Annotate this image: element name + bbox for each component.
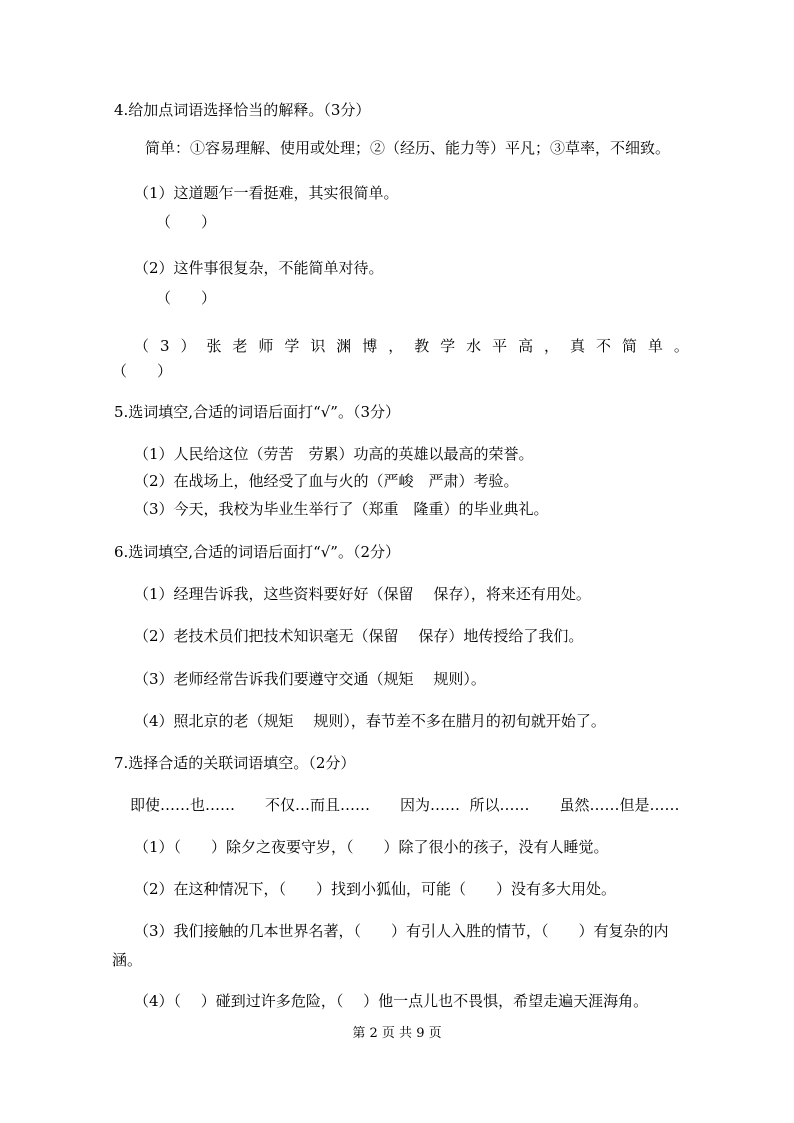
- q6-item-1: （1）经理告诉我，这些资料要好好（保留 保存），将来还有用处。: [134, 585, 591, 603]
- q4-item-2: （2）这件事很复杂，不能简单对待。: [134, 259, 384, 277]
- page-footer: 第 2 页 共 9 页: [352, 1026, 442, 1041]
- q4-item-2-blank: （ ）: [156, 289, 217, 307]
- q7-item-4: （4）（ ）碰到过许多危险，（ ）他一点儿也不畏惧，希望走遍天涯海角。: [134, 992, 649, 1010]
- q4-item-1: （1）这道题乍一看挺难，其实很简单。: [134, 184, 399, 202]
- q4-item-3-char: 高: [518, 337, 534, 355]
- q4-item-3-char: 渊: [336, 337, 352, 355]
- q4-item-3-char: 识: [310, 337, 326, 355]
- q4-item-3-char: 真: [570, 337, 586, 355]
- q5-title: 5.选词填空,合适的词语后面打“√”。（3分）: [114, 403, 401, 421]
- q6-item-3: （3）老师经常告诉我们要遵守交通（规矩 规则）。: [134, 670, 486, 688]
- q4-item-3-blank: （ ）: [112, 362, 173, 380]
- q4-item-3-char: 3: [159, 337, 170, 355]
- q4-item-3-char: 博: [362, 337, 378, 355]
- q4-item-3: [134, 337, 689, 355]
- q4-item-3-char: 。: [673, 337, 689, 355]
- q5-item-2: （2）在战场上，他经受了血与火的（严峻 严肃）考验。: [134, 472, 519, 490]
- q4-item-3-char: 不: [595, 337, 611, 355]
- q6-item-4: （4）照北京的老（规矩 规则），春节差不多在腊月的初旬就开始了。: [134, 712, 606, 730]
- q4-item-3-char: 简: [621, 337, 637, 355]
- q6-item-2: （2）老技术员们把技术知识毫无（保留 保存）地传授给了我们。: [134, 627, 584, 645]
- q7-item-3-cont: 涵。: [112, 951, 143, 969]
- q4-title: 4.给加点词语选择恰当的解释。（3分）: [114, 101, 371, 119]
- q4-item-3-char: 张: [206, 337, 222, 355]
- q5-item-1: （1）人民给这位（劳苦 劳累）功高的英雄以最高的荣誉。: [134, 445, 534, 463]
- q4-item-3-char: 教: [414, 337, 430, 355]
- q4-item-3-char: （: [134, 337, 150, 355]
- q7-item-3: （3）我们接触的几本世界名著，（ ）有引人入胜的情节，（ ）有复杂的内: [134, 922, 669, 940]
- q4-item-3-char: 学: [284, 337, 300, 355]
- q4-item-1-blank: （ ）: [156, 213, 217, 231]
- q7-item-2: （2）在这种情况下，（ ）找到小狐仙，可能（ ）没有多大用处。: [134, 880, 617, 898]
- q4-item-3-char: ）: [180, 337, 196, 355]
- q7-item-1: （1）（ ）除夕之夜要守岁，（ ）除了很小的孩子，没有人睡觉。: [134, 838, 609, 856]
- q4-item-3-char: 师: [258, 337, 274, 355]
- q4-definition: 简单：①容易理解、使用或处理；②（经历、能力等）平凡；③草率，不细致。: [145, 139, 671, 157]
- q4-item-3-char: 老: [232, 337, 248, 355]
- q4-item-3-char: ，: [388, 337, 404, 355]
- q4-item-3-char: 水: [466, 337, 482, 355]
- q7-title: 7.选择合适的关联词语填空。（2分）: [114, 754, 356, 772]
- q4-item-3-char: 平: [492, 337, 508, 355]
- q4-item-3-char: 学: [440, 337, 456, 355]
- q4-item-3-char: ，: [544, 337, 560, 355]
- q5-item-3: （3）今天，我校为毕业生举行了（郑重 隆重）的毕业典礼。: [134, 500, 549, 518]
- q6-title: 6.选词填空,合适的词语后面打“√”。（2分）: [114, 543, 401, 561]
- q7-options: 即使……也…… 不仅…而且…… 因为…… 所以…… 虽然……但是……: [130, 796, 680, 814]
- q4-item-3-char: 单: [647, 337, 663, 355]
